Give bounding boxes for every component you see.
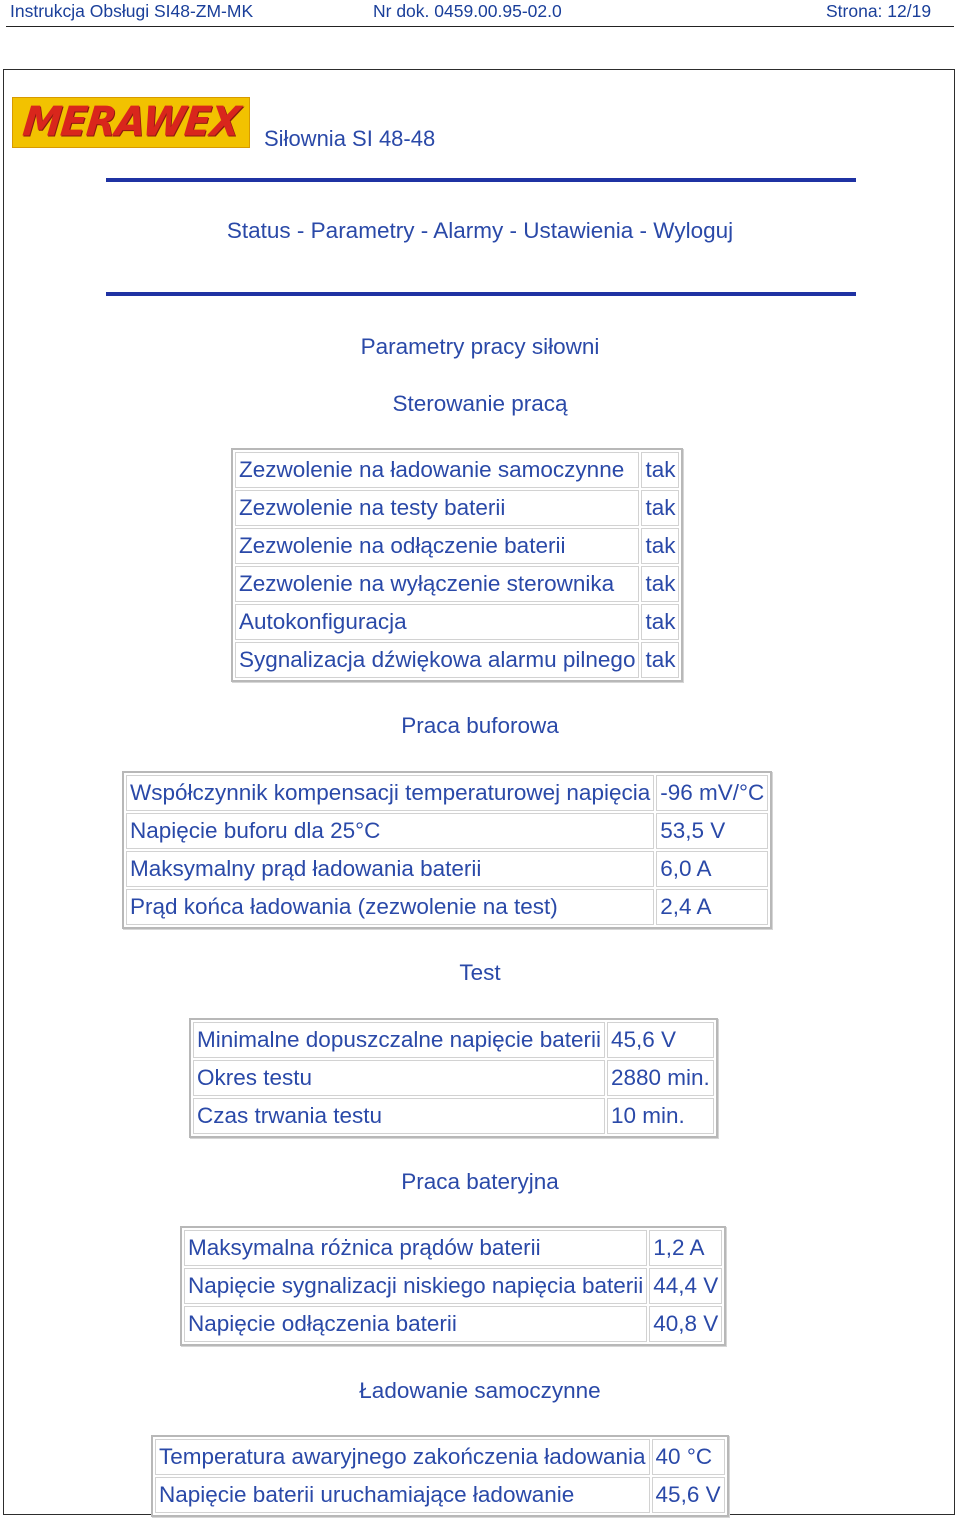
- param-value: 53,5 V: [656, 813, 768, 849]
- table-row: [184, 1230, 722, 1266]
- table-sterowanie: [231, 448, 683, 682]
- nav-status[interactable]: Status: [226, 218, 291, 243]
- nav-parametry[interactable]: Parametry: [310, 218, 415, 243]
- logo-text: MERAWEX: [20, 98, 242, 147]
- table-row: [193, 1098, 714, 1134]
- nav-rule: [106, 292, 856, 296]
- param-value: 40 °C: [652, 1439, 725, 1475]
- param-value: 1,2 A: [649, 1230, 722, 1266]
- table-row: [155, 1477, 725, 1513]
- param-value: tak: [641, 452, 679, 488]
- param-value: 45,6 V: [607, 1022, 714, 1058]
- param-label: Zezwolenie na testy baterii: [235, 490, 639, 526]
- table-row: [126, 813, 768, 849]
- param-value: 2880 min.: [607, 1060, 714, 1096]
- param-label: Napięcie odłączenia baterii: [184, 1306, 647, 1342]
- table-row: [235, 566, 679, 602]
- param-label: Zezwolenie na ładowanie samoczynne: [235, 452, 639, 488]
- header-divider: [6, 26, 954, 27]
- param-label: Zezwolenie na wyłączenie sterownika: [235, 566, 639, 602]
- param-label: Maksymalna różnica prądów baterii: [184, 1230, 647, 1266]
- param-value: tak: [641, 528, 679, 564]
- table-row: [184, 1306, 722, 1342]
- param-label: Sygnalizacja dźwiękowa alarmu pilnego: [235, 642, 639, 678]
- nav-separator: -: [633, 218, 654, 243]
- table-row: [235, 490, 679, 526]
- merawex-logo: [12, 97, 250, 148]
- param-label: Napięcie baterii uruchamiające ładowanie: [155, 1477, 650, 1513]
- table-row: [184, 1268, 722, 1304]
- param-value: 40,8 V: [649, 1306, 722, 1342]
- param-value: 10 min.: [607, 1098, 714, 1134]
- page-number: Strona: 12/19: [826, 1, 932, 21]
- doc-number: Nr dok. 0459.00.95-02.0: [373, 1, 562, 21]
- param-label: Prąd końca ładowania (zezwolenie na test): [126, 889, 654, 925]
- table-row: [193, 1022, 714, 1058]
- nav-ustawienia[interactable]: Ustawienia: [523, 218, 634, 243]
- param-label: Autokonfiguracja: [235, 604, 639, 640]
- param-label: Napięcie sygnalizacji niskiego napięcia baterii: [184, 1268, 647, 1304]
- param-value: 45,6 V: [652, 1477, 725, 1513]
- top-rule: [106, 178, 856, 182]
- param-label: Temperatura awaryjnego zakończenia ładowania: [155, 1439, 650, 1475]
- table-row: [193, 1060, 714, 1096]
- nav-alarmy[interactable]: Alarmy: [433, 218, 504, 243]
- section-title-praca-bateryjna: Praca bateryjna: [401, 1169, 559, 1194]
- table-row: [235, 528, 679, 564]
- param-value: 44,4 V: [649, 1268, 722, 1304]
- table-praca-bateryjna: [180, 1226, 726, 1346]
- param-label: Okres testu: [193, 1060, 605, 1096]
- table-test: [189, 1018, 718, 1138]
- param-value: 2,4 A: [656, 889, 768, 925]
- param-label: Napięcie buforu dla 25°C: [126, 813, 654, 849]
- main-nav: [0, 218, 960, 244]
- table-row: [235, 604, 679, 640]
- nav-separator: -: [290, 218, 311, 243]
- param-label: Czas trwania testu: [193, 1098, 605, 1134]
- param-label: Zezwolenie na odłączenie baterii: [235, 528, 639, 564]
- table-row: [235, 452, 679, 488]
- param-value: tak: [641, 490, 679, 526]
- param-value: tak: [641, 566, 679, 602]
- document-header: [0, 0, 960, 24]
- table-row: [126, 889, 768, 925]
- nav-wyloguj[interactable]: Wyloguj: [653, 218, 734, 243]
- table-praca-buforowa: [122, 771, 772, 929]
- page-title: Parametry pracy siłowni: [360, 334, 600, 359]
- section-title-ladowanie-samoczynne: Ładowanie samoczynne: [359, 1378, 601, 1403]
- param-label: Maksymalny prąd ładowania baterii: [126, 851, 654, 887]
- param-label: Minimalne dopuszczalne napięcie baterii: [193, 1022, 605, 1058]
- table-row: [235, 642, 679, 678]
- nav-separator: -: [414, 218, 434, 243]
- param-label: Współczynnik kompensacji temperaturowej napięcia: [126, 775, 654, 811]
- param-value: tak: [641, 642, 679, 678]
- site-title: Siłownia SI 48-48: [264, 126, 436, 151]
- table-row: [126, 851, 768, 887]
- section-title-praca-buforowa: Praca buforowa: [401, 713, 559, 738]
- table-row: [126, 775, 768, 811]
- section-title-sterowanie: Sterowanie pracą: [392, 391, 568, 416]
- nav-separator: -: [503, 218, 524, 243]
- param-value: -96 mV/°C: [656, 775, 768, 811]
- doc-title: Instrukcja Obsługi SI48-ZM-MK: [10, 1, 254, 21]
- section-title-test: Test: [459, 960, 501, 985]
- table-ladowanie-samoczynne: [151, 1435, 729, 1517]
- table-row: [155, 1439, 725, 1475]
- param-value: 6,0 A: [656, 851, 768, 887]
- param-value: tak: [641, 604, 679, 640]
